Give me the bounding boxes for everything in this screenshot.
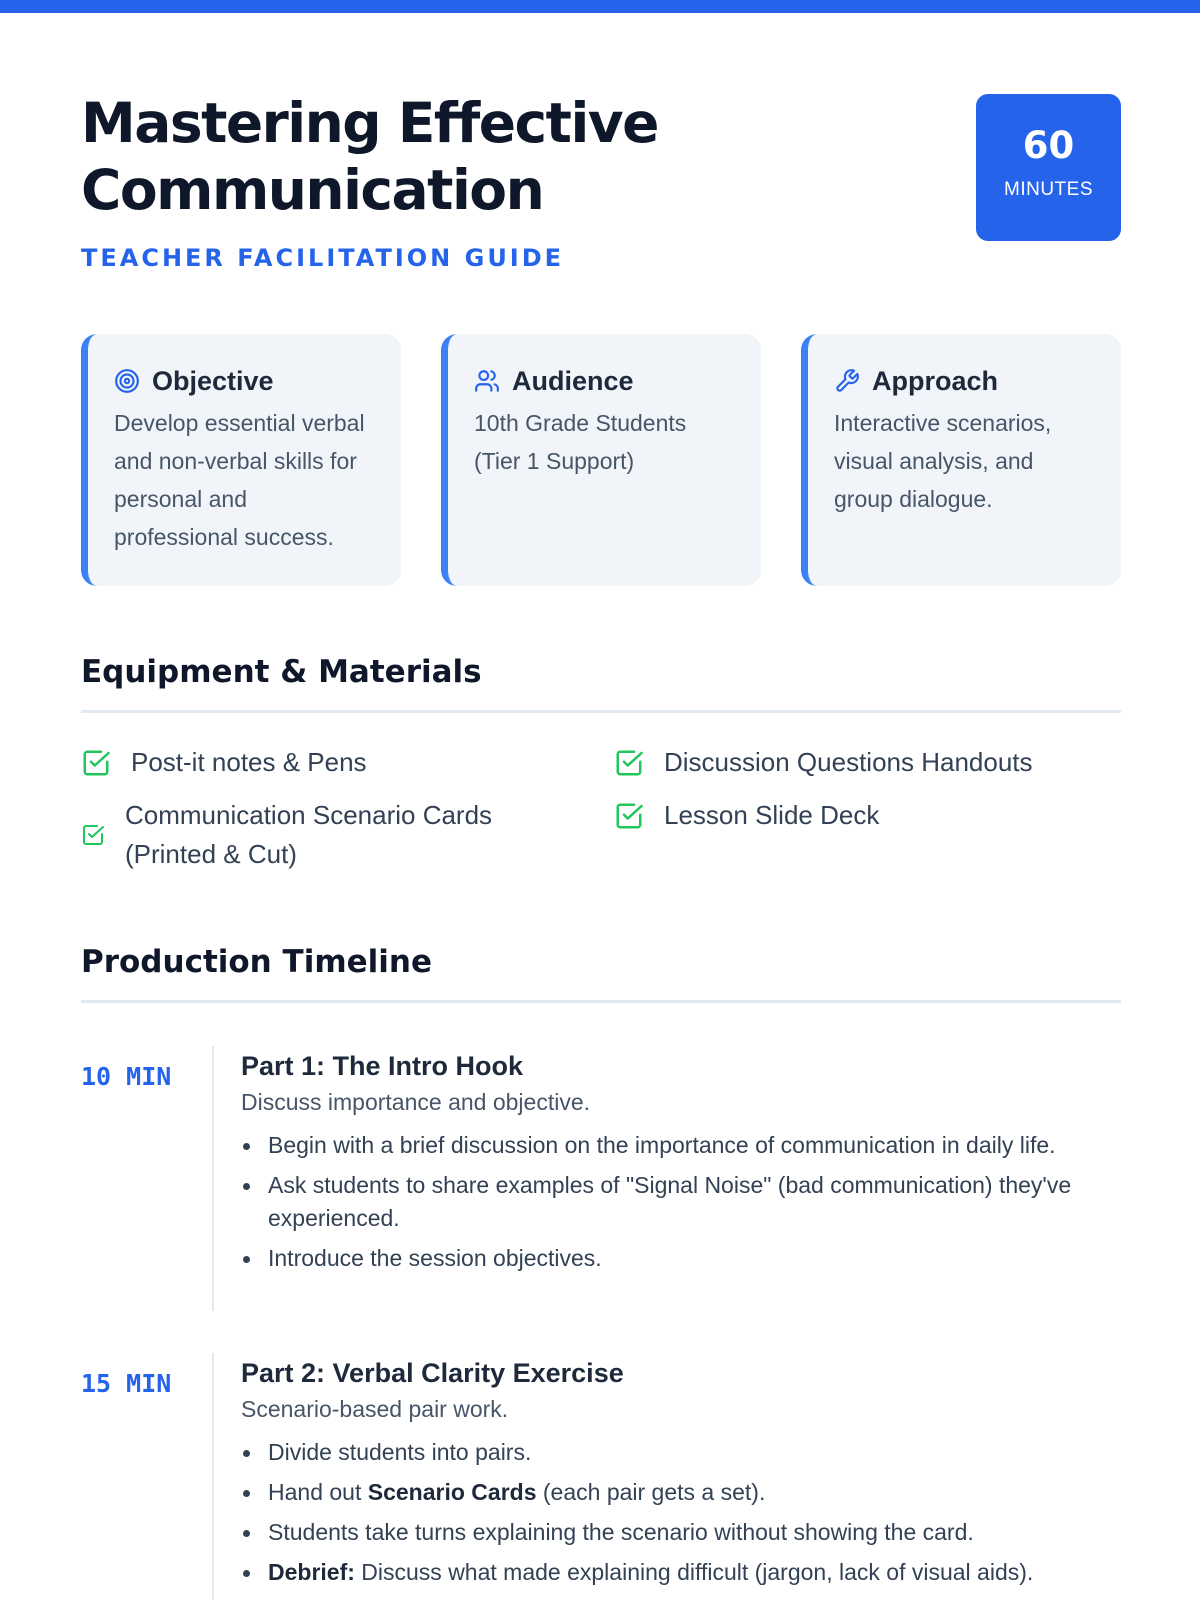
- checkbox-checked-icon: [81, 823, 105, 847]
- card-title: Approach: [872, 365, 999, 396]
- part-description: Scenario-based pair work.: [241, 1396, 509, 1422]
- top-accent-bar: [0, 0, 1200, 13]
- part-steps: [241, 1436, 1121, 1589]
- list-item: Begin with a brief discussion on the importance of communication in daily life.: [241, 1129, 1121, 1162]
- timeline-part: [241, 1356, 1121, 1596]
- part-description: Discuss importance and objective.: [241, 1089, 590, 1115]
- timeline-rail: [212, 1046, 214, 1311]
- bullet-emphasis: Debrief:: [268, 1559, 355, 1585]
- part-title: Part 2: Verbal Clarity Exercise: [241, 1358, 624, 1388]
- material-item: [81, 796, 541, 874]
- timeline-duration: 15 MIN: [81, 1369, 172, 1398]
- timeline-duration: 10 MIN: [81, 1062, 172, 1091]
- material-item: [81, 743, 367, 782]
- card-text: 10th Grade Students (Tier 1 Support): [474, 410, 687, 474]
- part-title: Part 1: The Intro Hook: [241, 1051, 524, 1081]
- timeline-part: [241, 1049, 1121, 1282]
- wrench-icon: [834, 368, 860, 394]
- timeline-rail: [212, 1353, 214, 1600]
- part-steps: [241, 1129, 1121, 1275]
- bullet-emphasis: Scenario Cards: [367, 1479, 537, 1505]
- objective-card: [81, 334, 401, 586]
- card-title: Audience: [512, 365, 634, 396]
- material-label: Communication Scenario Cards (Printed & Cut): [125, 800, 493, 869]
- card-text: Develop essential verbal and non-verbal skills for personal and professional success.: [114, 410, 365, 550]
- material-item: [614, 743, 1033, 782]
- material-item: [614, 796, 879, 835]
- material-label: Lesson Slide Deck: [664, 800, 880, 830]
- divider: [81, 710, 1121, 713]
- list-item: [241, 1556, 1121, 1589]
- list-item: [241, 1476, 1121, 1509]
- checkbox-checked-icon: [81, 748, 111, 778]
- page-title: Mastering Effective Communication: [81, 91, 658, 222]
- bullet-text: Discuss what made explaining difficult (jargon, lack of visual aids).: [354, 1559, 1034, 1585]
- list-item: Introduce the session objectives.: [241, 1242, 1121, 1275]
- divider: [81, 1000, 1121, 1003]
- card-title: Objective: [152, 365, 274, 396]
- checkbox-checked-icon: [614, 801, 644, 831]
- duration-value: 60: [1022, 124, 1075, 167]
- page-subtitle: TEACHER FACILITATION GUIDE: [81, 244, 565, 272]
- audience-card: [441, 334, 761, 586]
- list-item: Ask students to share examples of "Signal Noise" (bad communication) they've experienced.: [241, 1169, 1121, 1235]
- bullet-text: Hand out: [268, 1479, 368, 1505]
- duration-unit: MINUTES: [1004, 179, 1093, 200]
- target-icon: [114, 368, 140, 394]
- duration-badge: [976, 94, 1121, 241]
- list-item: Students take turns explaining the scenario without showing the card.: [241, 1516, 1121, 1549]
- card-text: Interactive scenarios, visual analysis, and group dialogue.: [834, 410, 1052, 512]
- timeline-heading: Production Timeline: [81, 944, 432, 980]
- approach-card: [801, 334, 1121, 586]
- users-icon: [474, 368, 500, 394]
- material-label: Post-it notes & Pens: [131, 747, 367, 777]
- list-item: Divide students into pairs.: [241, 1436, 1121, 1469]
- material-label: Discussion Questions Handouts: [664, 747, 1033, 777]
- materials-heading: Equipment & Materials: [81, 654, 482, 690]
- bullet-text: (each pair gets a set).: [536, 1479, 766, 1505]
- checkbox-checked-icon: [614, 748, 644, 778]
